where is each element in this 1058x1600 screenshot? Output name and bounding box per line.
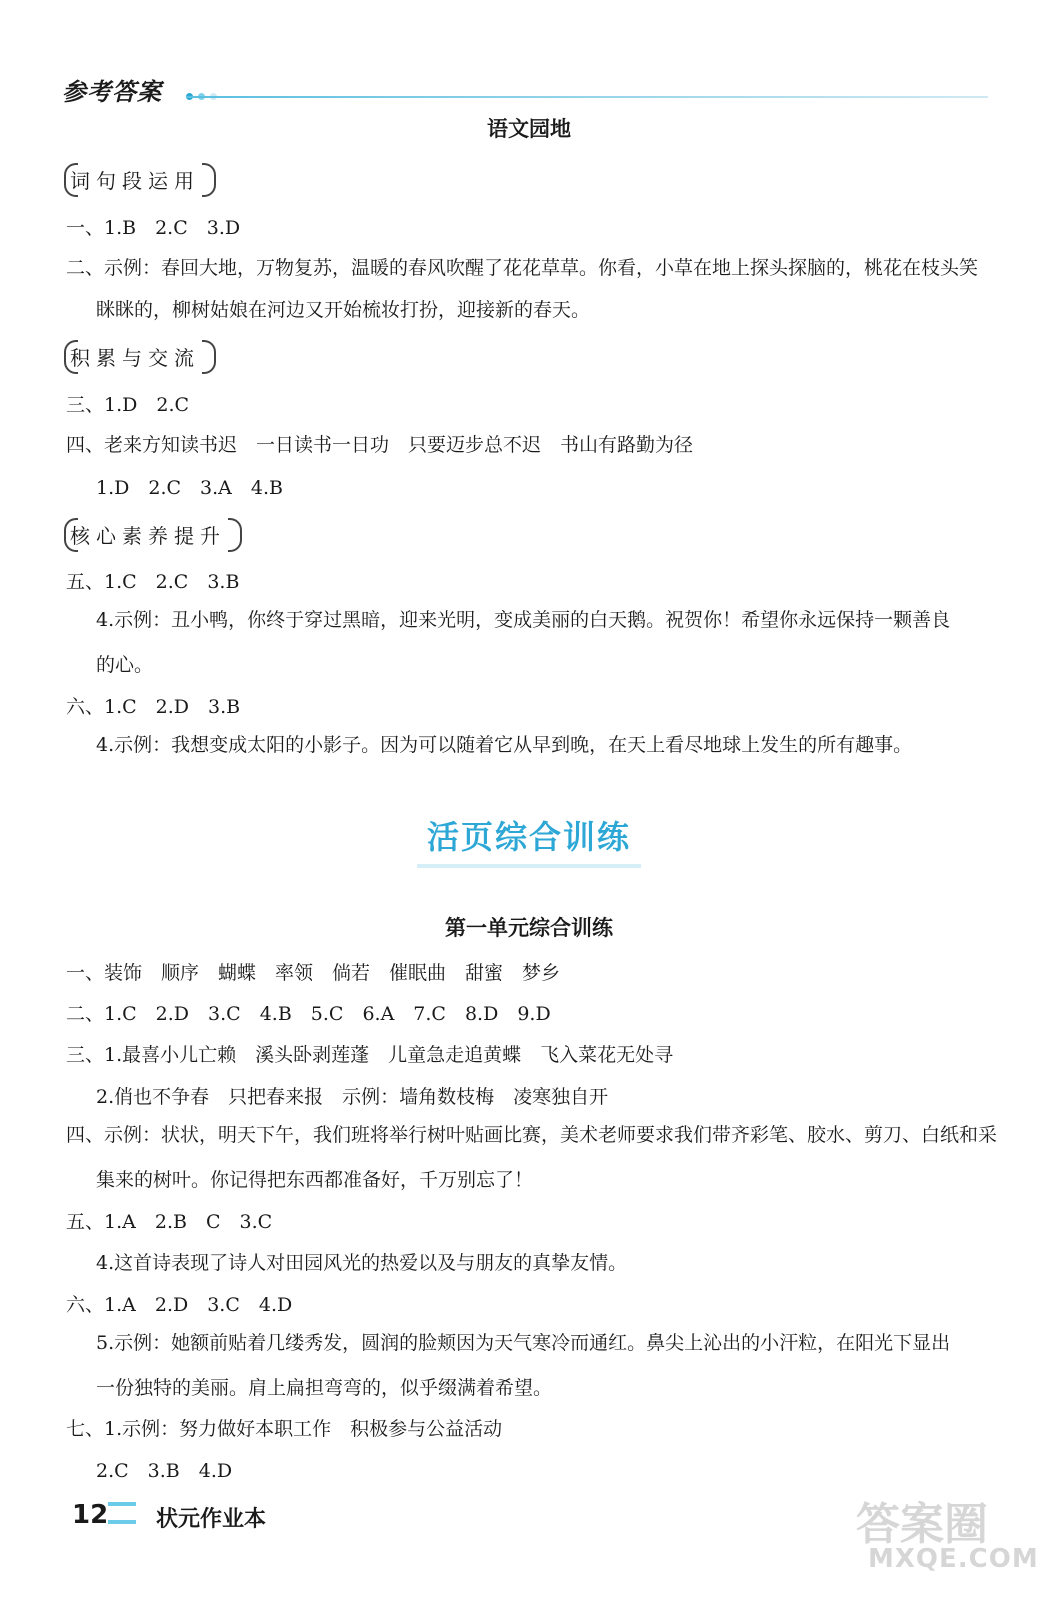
header-dots [186, 85, 222, 104]
answer-line: 三、1.D 2.C [66, 394, 190, 416]
answer-line: 六、1.C 2.D 3.B [66, 696, 241, 718]
watermark-logo-text: 答案圈 [856, 1499, 988, 1550]
answer-line: 一、装饰 顺序 蝴蝶 率领 倘若 催眠曲 甜蜜 梦乡 [66, 962, 561, 984]
header-rule [186, 96, 988, 98]
answer-line: 的心。 [96, 654, 154, 676]
header-brand: 参考答案 [62, 78, 162, 106]
answer-line: 5.示例：她额前贴着几缕秀发，圆润的脸颊因为天气寒冷而通红。鼻尖上沁出的小汗粒，在阳光下显出 [96, 1332, 951, 1354]
page-number: 12 [72, 1500, 109, 1530]
answer-line: 四、老来方知读书迟 一日读书一日功 只要迈步总不迟 书山有路勤为径 [66, 434, 694, 456]
answer-line: 四、示例：状状，明天下午，我们班将举行树叶贴画比赛，美术老师要求我们带齐彩笔、胶水、剪刀、白纸和采 [66, 1124, 998, 1146]
answer-line: 二、示例：春回大地，万物复苏，温暖的春风吹醒了花花草草。你看，小草在地上探头探脑的，桃花在枝头笑 [66, 257, 979, 279]
answer-line: 集来的树叶。你记得把东西都准备好，千万别忘了！ [96, 1169, 534, 1191]
answer-line: 1.D 2.C 3.A 4.B [96, 477, 283, 499]
answer-line: 4.示例：我想变成太阳的小影子。因为可以随着它从早到晚，在天上看尽地球上发生的所有趣事。 [96, 734, 913, 756]
answer-line: 一份独特的美丽。肩上扁担弯弯的，似乎缀满着希望。 [96, 1377, 553, 1399]
section-title-unit1: 第一单元综合训练 [445, 916, 613, 940]
watermark-url: MXQE.COM [868, 1544, 1039, 1574]
watermark [846, 1488, 1046, 1588]
answer-line: 七、1.示例：努力做好本职工作 积极参与公益活动 [66, 1418, 503, 1440]
answer-line: 三、1.最喜小儿亡赖 溪头卧剥莲蓬 儿童急走追黄蝶 飞入菜花无处寻 [66, 1044, 674, 1066]
section-title-yuwen-yuandi: 语文园地 [487, 117, 571, 141]
page-header [62, 70, 988, 104]
answer-line: 4.这首诗表现了诗人对田园风光的热爱以及与朋友的真挚友情。 [96, 1252, 628, 1274]
answer-line: 五、1.A 2.B C 3.C [66, 1211, 273, 1233]
answer-line: 眯眯的，柳树姑娘在河边又开始梳妆打扮，迎接新的春天。 [96, 299, 591, 321]
subsection-heading-jilei: 积累与交流 [68, 342, 208, 371]
subsection-heading-ci-ju-duan: 词句段运用 [68, 165, 208, 194]
banner-text: 活页综合训练 [417, 812, 641, 868]
answer-line: 4.示例：丑小鸭，你终于穿过黑暗，迎来光明，变成美丽的白天鹅。祝贺你！希望你永远保持一颗善良 [96, 609, 951, 631]
answer-line: 一、1.B 2.C 3.D [66, 217, 241, 239]
answer-line: 六、1.A 2.D 3.C 4.D [66, 1294, 293, 1316]
banner-title [0, 812, 1058, 868]
subsection-heading-hexin: 核心素养提升 [68, 520, 234, 549]
footer-book-name: 状元作业本 [156, 1507, 267, 1532]
answer-line: 2.C 3.B 4.D [96, 1460, 233, 1482]
footer-accent-bar [108, 1502, 136, 1524]
answer-line: 2.俏也不争春 只把春来报 示例：墙角数枝梅 凌寒独自开 [96, 1086, 609, 1108]
answer-line: 二、1.C 2.D 3.C 4.B 5.C 6.A 7.C 8.D 9.D [66, 1003, 551, 1025]
answer-line: 五、1.C 2.C 3.B [66, 571, 240, 593]
